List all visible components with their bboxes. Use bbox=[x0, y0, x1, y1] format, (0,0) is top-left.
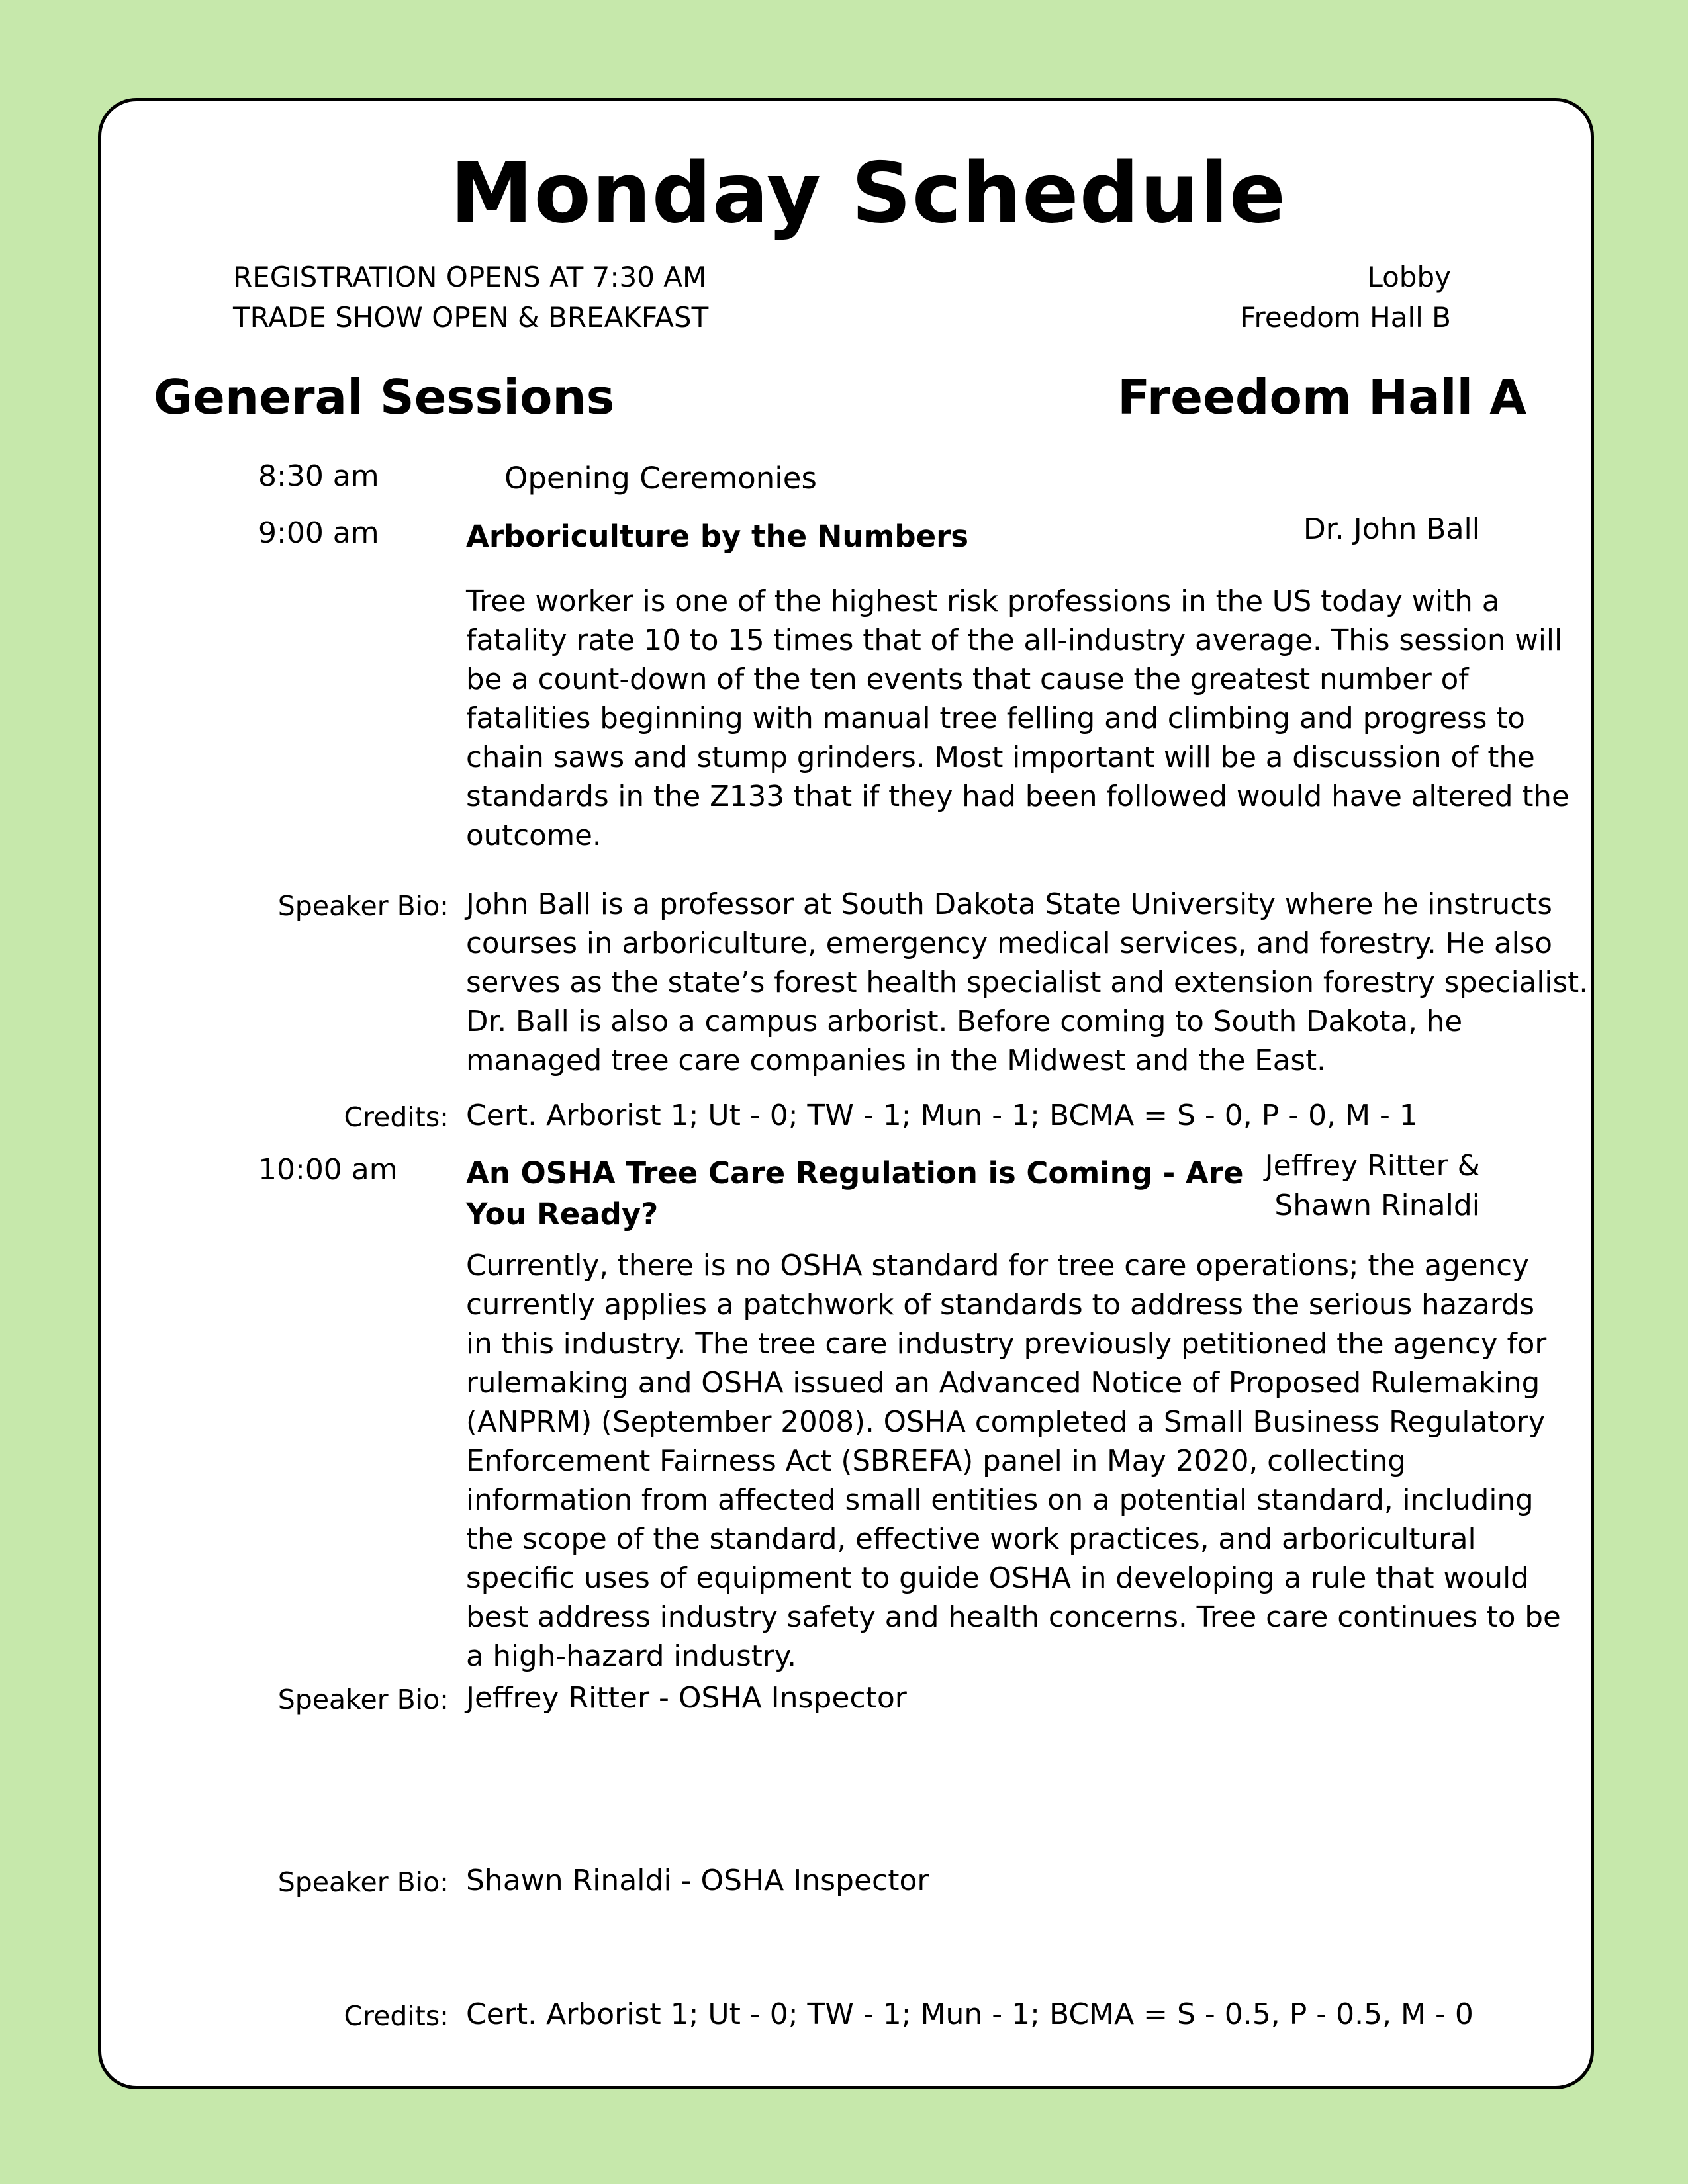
credits-value: Cert. Arborist 1; Ut - 0; TW - 1; Mun - 1; BCMA = S - 0, P - 0, M - 1 bbox=[466, 1099, 1418, 1132]
tradeshow-text: TRADE SHOW OPEN & BREAKFAST bbox=[233, 301, 709, 334]
speaker-bio-label: Speaker Bio: bbox=[277, 890, 449, 922]
session-speakers: Jeffrey Ritter & Shawn Rinaldi bbox=[1264, 1149, 1480, 1222]
session-title: An OSHA Tree Care Regulation is Coming - Are You Ready? bbox=[466, 1156, 1244, 1232]
section-room: Freedom Hall A bbox=[1117, 369, 1526, 425]
speaker-bio: John Ball is a professor at South Dakota State University where he instructs courses in arboriculture, emergency medical services, and forestry. He also serves as the state’s forest health specialist and extension forestry specialist. Dr. Ball is also a campus arborist. Before coming to South Dakota, he managed tree care companies in the Midwest and the East. bbox=[466, 888, 1589, 1077]
registration-location: Lobby bbox=[1367, 261, 1451, 293]
credits-label: Credits: bbox=[344, 2000, 449, 2032]
session-description: Tree worker is one of the highest risk professions in the US today with a fatality rate 10 to 15 times that of the all-industry average. This session will be a count-down of the ten events that cause the greatest number of fatalities beginning with manual tree felling and climbing and progress to chain saws and stump grinders. Most important will be a discussion of the standards in the Z133 that if they had been followed would have altered the outcome. bbox=[466, 585, 1570, 852]
speaker-bio: Shawn Rinaldi - OSHA Inspector bbox=[466, 1864, 929, 1897]
speaker-bio-label: Speaker Bio: bbox=[277, 1684, 449, 1715]
session-time: 10:00 am bbox=[258, 1153, 398, 1187]
session-time: 9:00 am bbox=[258, 516, 379, 550]
credits-value: Cert. Arborist 1; Ut - 0; TW - 1; Mun - 1; BCMA = S - 0.5, P - 0.5, M - 0 bbox=[466, 1997, 1474, 2031]
page-title: Monday Schedule bbox=[450, 144, 1287, 242]
registration-text: REGISTRATION OPENS AT 7:30 AM bbox=[233, 261, 707, 293]
session-title: Opening Ceremonies bbox=[504, 461, 817, 496]
section-title: General Sessions bbox=[154, 369, 615, 425]
session-time: 8:30 am bbox=[258, 459, 379, 493]
tradeshow-location: Freedom Hall B bbox=[1240, 301, 1451, 334]
credits-label: Credits: bbox=[344, 1101, 449, 1133]
session-title: Arboriculture by the Numbers bbox=[466, 519, 969, 554]
session-description: Currently, there is no OSHA standard for tree care operations; the agency currently applies a patchwork of standards to address the serious hazards in this industry. The tree care industry previously petitioned the agency for rulemaking and OSHA issued an Advanced Notice of Proposed Rulemaking (ANPRM) (September 2008). OSHA completed a Small Business Regulatory Enforcement Fairness Act (SBREFA) panel in May 2020, collecting information from affected small entities on a potential standard, including the scope of the standard, effective work practices, and arboricultural specific uses of equipment to guide OSHA in developing a rule that would best address industry safety and health concerns. Tree care continues to be a high-hazard industry. bbox=[466, 1250, 1561, 1673]
speaker-bio-label: Speaker Bio: bbox=[277, 1866, 449, 1898]
speaker-bio: Jeffrey Ritter - OSHA Inspector bbox=[466, 1681, 907, 1715]
session-speaker: Dr. John Ball bbox=[1303, 512, 1480, 546]
